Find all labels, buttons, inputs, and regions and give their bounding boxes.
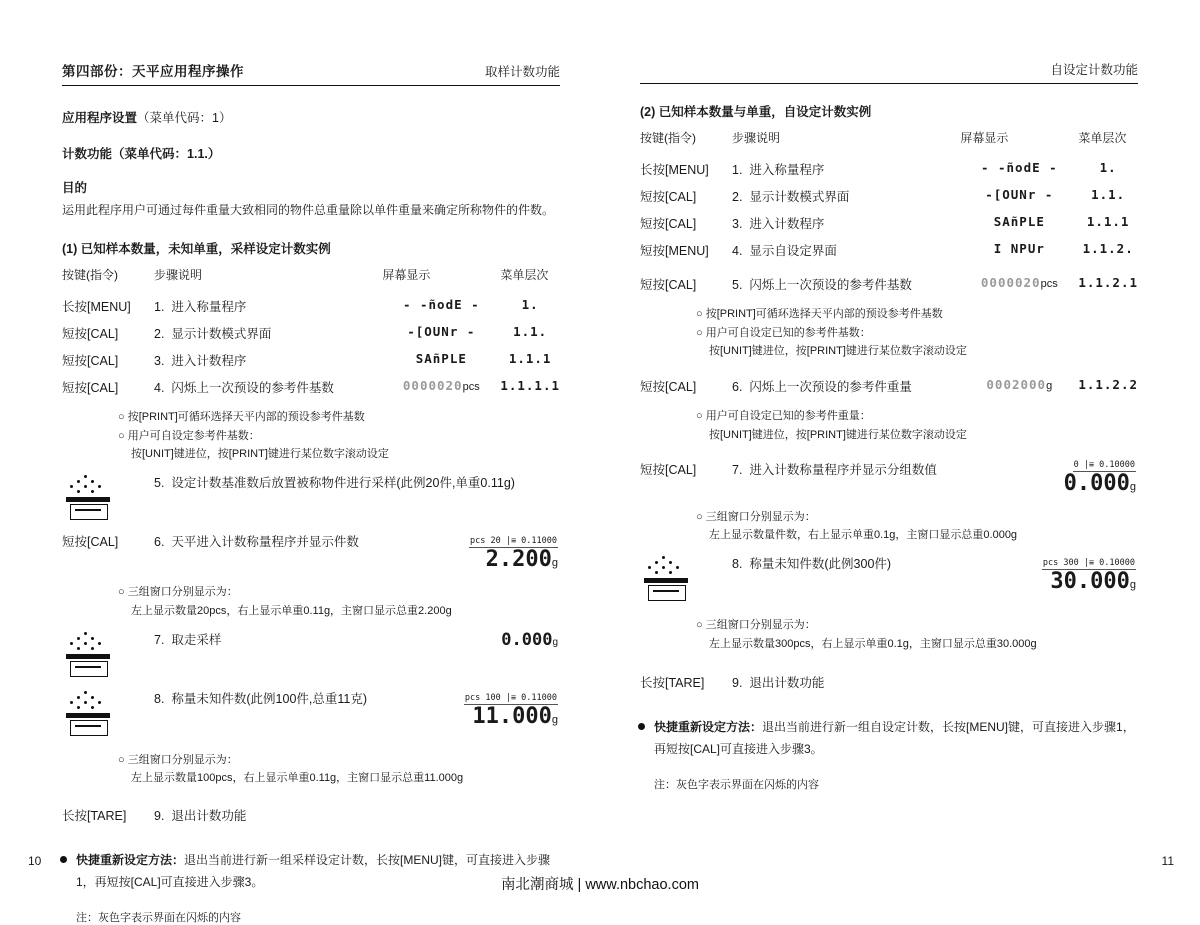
right-col-level: 菜单层次: [1078, 131, 1127, 145]
step8-main-unit: g: [551, 713, 558, 726]
table-row: [62, 788, 560, 824]
balance-pan-icon: [66, 497, 110, 502]
r-step7-display: [960, 444, 1138, 495]
balance-display-icon: [75, 666, 101, 668]
step9-key: 长按[TARE]: [62, 808, 127, 823]
r-step5-number: 5.: [732, 278, 743, 292]
step7-display-unit: g: [552, 636, 558, 648]
r-step8-pictogram-cell: [640, 545, 732, 604]
step8-pictogram-cell: [62, 680, 154, 739]
r-step8-main-unit: g: [1129, 578, 1136, 591]
left-tip-label: 快捷重新设定方法：: [76, 852, 185, 867]
left-col-key: 按键(指令): [62, 268, 118, 282]
r-step6-note-1: ○ 用户可自设定已知的参考件重量：: [696, 410, 871, 423]
step9-text: 退出计数功能: [171, 808, 247, 823]
r-step2-display: -[OUNr -: [985, 187, 1054, 202]
step8-display-block: [382, 689, 560, 728]
step4-notes-cell: [62, 396, 560, 464]
step2-level: 1.1.: [513, 324, 548, 339]
balance-body-icon: [648, 585, 686, 601]
sample-dots-icon: [70, 632, 106, 652]
step6-display-top: pcs 20 |≡ 0.11000: [470, 536, 557, 547]
r-step1-level: 1.: [1099, 160, 1117, 175]
step5-text: 设定计数基准数后放置被称物件进行采样(此例20件,单重0.11g): [171, 476, 515, 491]
r-step6-display-value: 0002000: [986, 377, 1047, 393]
application-setting-label: 应用程序设置: [62, 111, 138, 125]
step8-display-top: pcs 100 |≡ 0.11000: [464, 692, 557, 703]
r-step7-key: 短按[CAL]: [640, 463, 697, 478]
r-step2-key: 短按[CAL]: [640, 190, 697, 204]
r-step1-number: 1.: [732, 163, 743, 177]
step8-note-2: 左上显示数量100pcs，右上显示单重0.11g，主窗口显示总重11.000g: [131, 772, 464, 785]
step6-number: 6.: [154, 535, 165, 550]
counting-function-code: （菜单代码：1.1.）: [112, 147, 221, 161]
r-step3-display: SAñPLE: [993, 214, 1045, 229]
r-step6-key: 短按[CAL]: [640, 380, 697, 395]
table-row: [640, 205, 1138, 232]
step8-notes-cell: [62, 739, 560, 788]
step3-level: 1.1.1: [508, 351, 552, 366]
sample-dots-icon: [70, 691, 106, 711]
balance-pan-icon: [66, 654, 110, 659]
step6-text: 天平进入计数称量程序并显示件数: [171, 535, 359, 550]
step8-main-value: 11.000: [472, 703, 552, 729]
r-step4-desc: [732, 232, 960, 259]
r-step7-main-unit: g: [1129, 481, 1136, 494]
r-step5-note-1: ○ 按[PRINT]可循环选择天平内部的预设参考件基数: [696, 308, 943, 320]
table-row: [62, 523, 560, 571]
r-step5-desc: [732, 259, 960, 293]
watermark: 南北潮商城 | www.nbchao.com: [501, 877, 699, 893]
step9-number: 9.: [154, 808, 165, 823]
step3-key: 短按[CAL]: [62, 354, 119, 368]
step1-text: 进入称量程序: [171, 300, 247, 314]
r-step7-display-top: 0 |≡ 0.10000: [1073, 460, 1135, 471]
balance-weighing-icon: [640, 556, 692, 604]
r-step8-note-2: 左上显示数量300pcs，右上显示单重0.1g，主窗口显示总重30.000g: [709, 637, 1037, 650]
step4-note-3: 按[UNIT]键进位，按[PRINT]键进行某位数字滚动设定: [131, 448, 389, 461]
r-step3-text: 进入计数程序: [749, 217, 825, 231]
r-step6-display-unit: g: [1046, 380, 1053, 393]
right-col-desc: 步骤说明: [732, 131, 781, 145]
step2-number: 2.: [154, 327, 165, 341]
right-page: [600, 0, 1200, 906]
r-step9-desc: [732, 653, 1138, 691]
table-row: [640, 653, 1138, 691]
r-step8-main-value: 30.000: [1050, 568, 1130, 594]
r-step7-display-main: [960, 472, 1136, 495]
r-step4-display: I NPUr: [993, 241, 1045, 256]
step6-main-unit: g: [551, 557, 558, 570]
table-row: [640, 444, 1138, 495]
r-step3-level: 1.1.1: [1086, 214, 1130, 229]
r-step5-key: 短按[CAL]: [640, 278, 697, 292]
step6-display: [382, 523, 560, 571]
r-step8-display-top: pcs 300 |≡ 0.10000: [1042, 557, 1135, 568]
step7-display-block: [382, 630, 560, 650]
left-header-title: 第四部份：天平应用程序操作: [62, 64, 244, 79]
step3-text: 进入计数程序: [171, 354, 247, 368]
step6-note-1: ○ 三组窗口分别显示为：: [118, 586, 238, 599]
step8-desc: [154, 680, 382, 739]
r-step6-text: 闪烁上一次预设的参考件重量: [749, 380, 912, 395]
left-page-header: [62, 60, 560, 86]
bullet-icon: [638, 723, 645, 730]
r-step5-level: 1.1.2.1: [1078, 275, 1138, 290]
step5-number: 5.: [154, 476, 165, 491]
r-step1-display: - -ñodE -: [980, 160, 1058, 175]
r-step3-desc: [732, 205, 960, 232]
table-row: [640, 232, 1138, 259]
table-row-notes: [640, 604, 1138, 653]
right-col-display: 屏幕显示: [960, 131, 1009, 145]
right-table-header-row: [640, 126, 1138, 151]
r-step7-desc: [732, 444, 960, 495]
right-steps-table: [640, 126, 1138, 691]
left-tip-text: 退出当前进行新一组采样设定计数，长按[MENU]键，可直接进入步骤1，再短按[CAL]可直接进入步骤3。: [76, 852, 551, 889]
left-col-display: 屏幕显示: [382, 268, 431, 282]
r-step5-note-3: 按[UNIT]键进位，按[PRINT]键进行某位数字滚动设定: [709, 345, 967, 358]
r-step9-key: 长按[TARE]: [640, 676, 705, 691]
step4-text: 闪烁上一次预设的参考件基数: [171, 381, 334, 395]
table-row: [62, 369, 560, 396]
r-step3-key: 短按[CAL]: [640, 217, 697, 231]
step2-desc: [154, 315, 382, 342]
step1-desc: [154, 288, 382, 315]
r-step7-note-1: ○ 三组窗口分别显示为：: [696, 510, 816, 523]
r-step6-level: 1.1.2.2: [1078, 377, 1138, 393]
r-step8-notes: [640, 616, 1138, 653]
step6-note-2: 左上显示数量20pcs，右上显示单重0.11g，主窗口显示总重2.200g: [131, 604, 452, 617]
balance-weighing-icon: [62, 691, 114, 739]
right-page-header: [640, 60, 1138, 84]
r-step8-display-main: [960, 570, 1136, 593]
step7-display: [382, 621, 560, 680]
balance-empty-icon: [62, 632, 114, 680]
step7-number: 7.: [154, 632, 165, 647]
left-header-subtitle: 取样计数功能: [484, 65, 560, 79]
r-step4-text: 显示自设定界面: [749, 244, 837, 258]
balance-display-icon: [653, 590, 679, 592]
right-header-subtitle: 自设定计数功能: [1050, 63, 1138, 77]
table-row: [640, 545, 1138, 604]
right-tip: [640, 717, 1138, 760]
r-step4-key: 短按[MENU]: [640, 244, 709, 258]
r-step7-note-2: 左上显示数量件数，右上显示单重0.1g，主窗口显示总重0.000g: [709, 529, 1018, 542]
step4-notes: [62, 408, 560, 464]
r-step1-desc: [732, 151, 960, 178]
counting-function-label: 计数功能: [62, 147, 113, 161]
r-step5-text: 闪烁上一次预设的参考件基数: [749, 278, 912, 292]
left-table-header-row: [62, 263, 560, 288]
balance-display-icon: [75, 509, 101, 511]
balance-body-icon: [70, 504, 108, 520]
left-page-number: 10: [28, 854, 42, 868]
right-example-heading: (2) 已知样本数量与单重，自设定计数实例: [640, 105, 872, 119]
step4-key: 短按[CAL]: [62, 381, 119, 395]
r-step5-display: [960, 259, 1078, 293]
r-step5-notes: [640, 305, 1138, 361]
table-row: [640, 151, 1138, 178]
r-step8-desc: [732, 545, 960, 604]
table-row: [62, 288, 560, 315]
r-step8-display-block: [960, 554, 1138, 593]
table-row: [62, 680, 560, 739]
counting-function-heading: [62, 144, 560, 162]
step8-text: 称量未知件数(此例100件,总重11克): [171, 691, 368, 706]
r-step7-notes: [640, 508, 1138, 545]
r-step5-notes-cell: [640, 293, 1138, 361]
table-row: [640, 361, 1138, 395]
step6-desc: [154, 523, 382, 571]
step5-pictogram-cell: [62, 464, 154, 523]
r-step5-display-value: 0000020: [980, 275, 1041, 290]
step7-display-value: 0.000: [501, 629, 553, 650]
right-tip-text: 退出当前进行新一组自设定计数，长按[MENU]键，可直接进入步骤1，再短按[CAL]可直接进入步骤3。: [654, 720, 1135, 756]
left-col-level: 菜单层次: [500, 268, 549, 282]
table-row: [62, 342, 560, 369]
r-step6-number: 6.: [732, 380, 743, 395]
left-footnote: 注：灰色字表示界面在闪烁的内容: [76, 912, 241, 925]
balance-body-icon: [70, 720, 108, 736]
step8-display-main: [382, 705, 558, 728]
r-step5-display-unit: pcs: [1040, 278, 1058, 290]
right-page-number: 11: [1161, 854, 1174, 868]
r-step2-text: 显示计数模式界面: [749, 190, 850, 204]
r-step6-notes: [640, 407, 1138, 444]
r-step8-number: 8.: [732, 556, 743, 571]
r-step6-display: [960, 361, 1078, 395]
table-row-notes: [640, 395, 1138, 444]
r-step7-display-block: [960, 456, 1138, 495]
step6-notes-cell: [62, 571, 560, 620]
balance-pan-icon: [66, 713, 110, 718]
r-step9-text: 退出计数功能: [749, 676, 825, 691]
left-col-desc: 步骤说明: [154, 268, 203, 282]
step3-number: 3.: [154, 354, 165, 368]
r-step7-main-value: 0.000: [1063, 471, 1130, 497]
sample-dots-icon: [648, 556, 684, 576]
balance-sampling-icon: [62, 475, 114, 523]
step4-note-2: ○ 用户可自设定参考件基数：: [118, 429, 260, 442]
step2-display: -[OUNr -: [407, 324, 476, 339]
balance-display-icon: [75, 725, 101, 727]
balance-body-icon: [70, 661, 108, 677]
step2-text: 显示计数模式界面: [171, 327, 272, 341]
step8-display: [382, 680, 560, 739]
table-row: [640, 259, 1138, 293]
r-step8-note-1: ○ 三组窗口分别显示为：: [696, 618, 816, 631]
right-tip-label: 快捷重新设定方法：: [654, 720, 763, 735]
left-example-heading: (1) 已知样本数量，未知单重，采样设定计数实例: [62, 242, 331, 256]
table-row: [62, 621, 560, 680]
step4-number: 4.: [154, 381, 165, 395]
step4-display-unit: pcs: [462, 381, 480, 393]
r-step7-notes-cell: [640, 496, 1138, 545]
table-row: [62, 464, 560, 523]
r-step7-text: 进入计数称量程序并显示分组数值: [749, 463, 937, 478]
r-step2-level: 1.1.: [1091, 187, 1126, 202]
step4-display-value: 0000020: [402, 378, 463, 393]
r-step2-number: 2.: [732, 190, 743, 204]
table-row-notes: [62, 739, 560, 788]
application-setting-heading: [62, 108, 560, 126]
step3-desc: [154, 342, 382, 369]
r-step7-number: 7.: [732, 463, 743, 478]
step6-key: 短按[CAL]: [62, 535, 119, 550]
step1-display: - -ñodE -: [402, 297, 480, 312]
step4-display: [382, 369, 500, 396]
r-step8-display: [960, 545, 1138, 604]
r-step3-number: 3.: [732, 217, 743, 231]
r-step9-number: 9.: [732, 676, 743, 691]
table-row-notes: [640, 293, 1138, 361]
step7-text: 取走采样: [171, 632, 222, 647]
r-step1-key: 长按[MENU]: [640, 163, 709, 177]
table-row-notes: [640, 496, 1138, 545]
step6-display-main: [382, 548, 558, 571]
step8-number: 8.: [154, 691, 165, 706]
r-step5-note-2: ○ 用户可自设定已知的参考件基数：: [696, 326, 871, 339]
step1-level: 1.: [521, 297, 539, 312]
right-col-key: 按键(指令): [640, 131, 696, 145]
step6-display-block: [382, 532, 560, 571]
step7-desc: [154, 621, 382, 680]
table-row-notes: [62, 571, 560, 620]
step8-note-1: ○ 三组窗口分别显示为：: [118, 753, 238, 766]
step1-number: 1.: [154, 300, 165, 314]
step9-desc: [154, 788, 560, 824]
step6-notes: [62, 583, 560, 620]
table-row: [640, 178, 1138, 205]
step5-desc: [154, 464, 560, 523]
application-setting-code: （菜单代码：1）: [137, 111, 232, 125]
r-step2-desc: [732, 178, 960, 205]
r-step1-text: 进入称量程序: [749, 163, 825, 177]
r-step8-notes-cell: [640, 604, 1138, 653]
step1-key: 长按[MENU]: [62, 300, 131, 314]
left-steps-table: [62, 263, 560, 824]
step4-note-1: ○ 按[PRINT]可循环选择天平内部的预设参考件基数: [118, 411, 365, 423]
r-step4-number: 4.: [732, 244, 743, 258]
step4-level: 1.1.1.1: [500, 378, 560, 393]
r-step4-level: 1.1.2.: [1082, 241, 1134, 256]
table-row: [62, 315, 560, 342]
purpose-heading: 目的: [62, 181, 88, 195]
right-footnote: 注：灰色字表示界面在闪烁的内容: [654, 779, 819, 792]
bullet-icon: [60, 856, 67, 863]
r-step6-note-2: 按[UNIT]键进位，按[PRINT]键进行某位数字滚动设定: [709, 428, 967, 441]
r-step6-notes-cell: [640, 395, 1138, 444]
step3-display: SAñPLE: [415, 351, 467, 366]
step6-main-value: 2.200: [485, 547, 552, 573]
step2-key: 短按[CAL]: [62, 327, 119, 341]
step4-desc: [154, 369, 382, 396]
r-step6-desc: [732, 361, 960, 395]
purpose-text: 运用此程序用户可通过每件重量大致相同的物件总重量除以单件重量来确定所称物件的件数。: [62, 203, 555, 217]
step8-notes: [62, 751, 560, 788]
step7-pictogram-cell: [62, 621, 154, 680]
sample-dots-icon: [70, 475, 106, 495]
r-step8-text: 称量未知件数(此例300件): [749, 556, 892, 571]
balance-pan-icon: [644, 578, 688, 583]
table-row-notes: [62, 396, 560, 464]
